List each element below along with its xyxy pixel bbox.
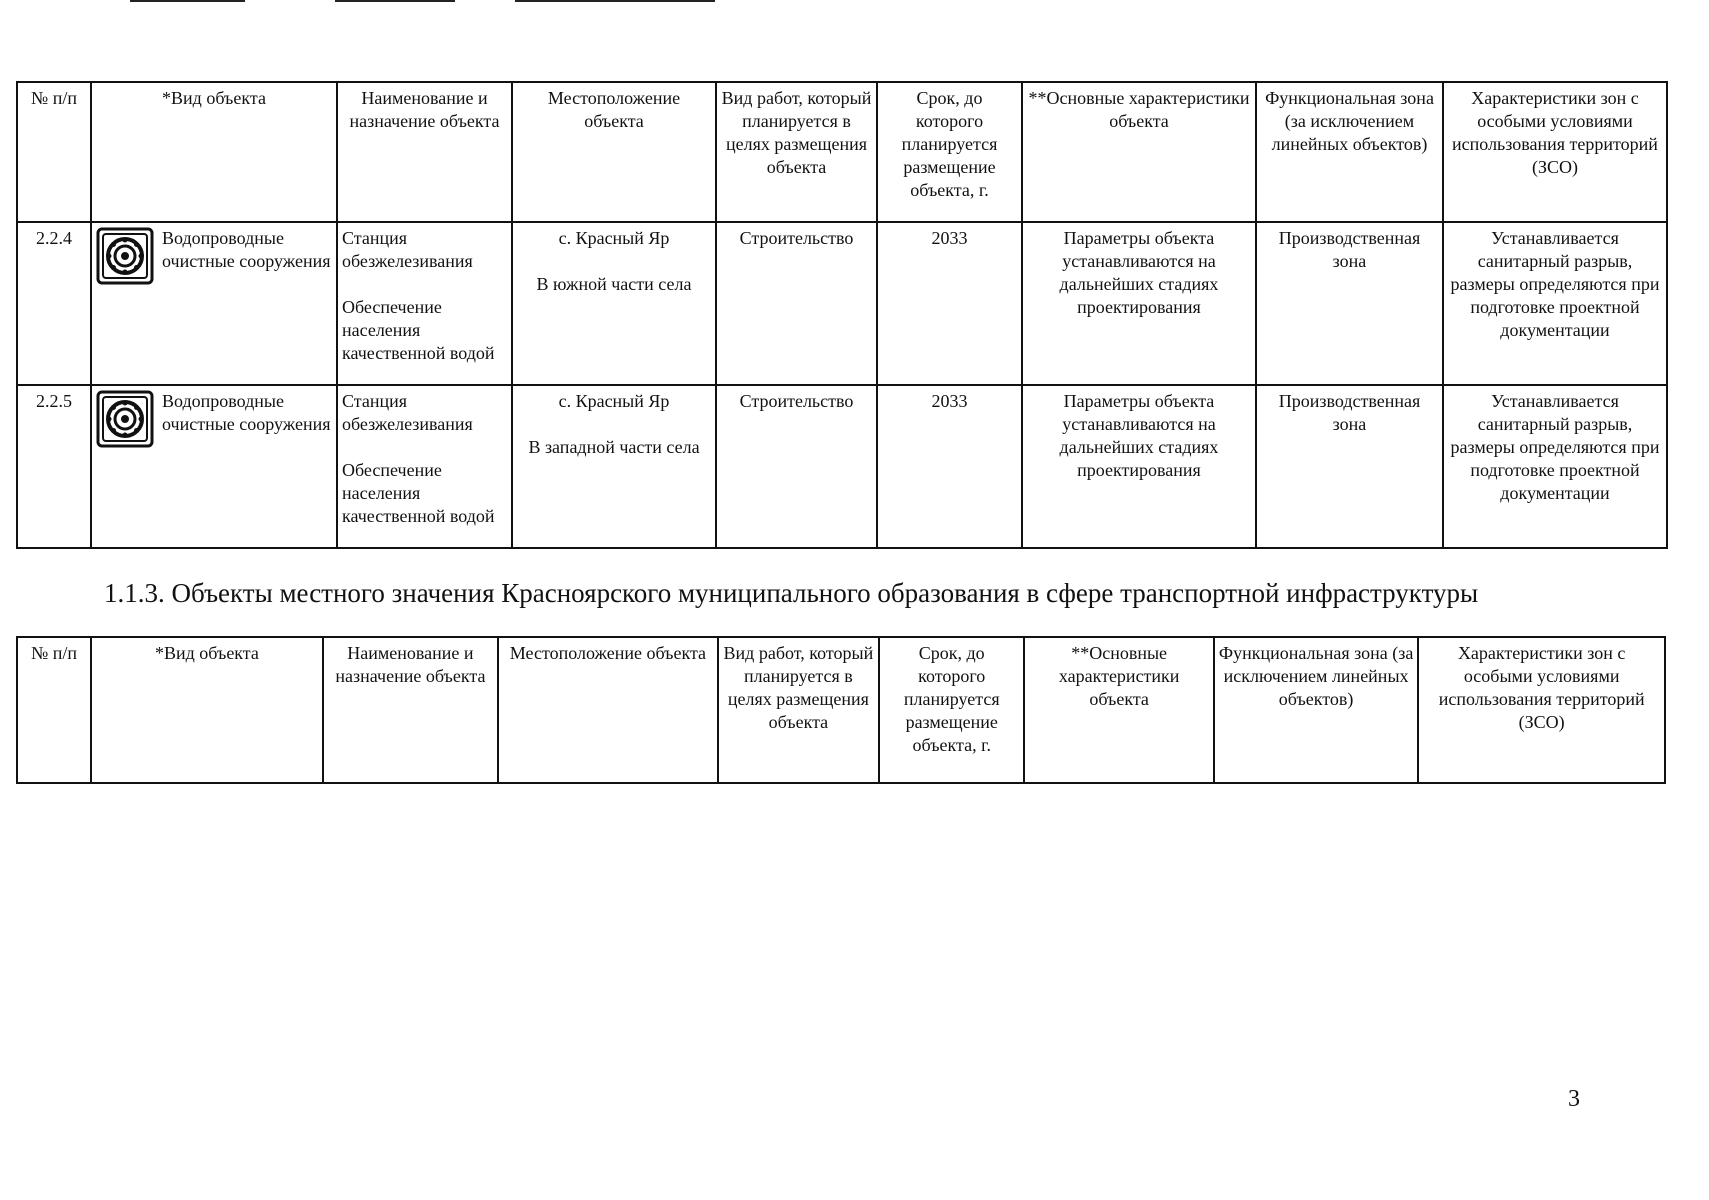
column-header-location: Местоположение объекта <box>512 82 716 222</box>
row-work: Строительство <box>716 222 877 385</box>
row-work: Строительство <box>716 385 877 548</box>
column-header-year: Срок, до которого планируется размещение объекта, г. <box>877 82 1022 222</box>
transport-objects-table <box>16 636 1666 784</box>
row-location <box>512 385 716 548</box>
column-header-work: Вид работ, который планируется в целях размещения объекта <box>716 82 877 222</box>
top-edge-line <box>515 0 715 2</box>
table-header-row <box>17 82 1667 222</box>
row-location <box>512 222 716 385</box>
water-treatment-icon <box>96 390 154 448</box>
column-header-characteristics: **Основные характеристики объекта <box>1024 637 1213 783</box>
row-kind <box>91 222 337 385</box>
row-characteristics: Параметры объекта устанавливаются на дальнейших стадиях проектирования <box>1022 385 1256 548</box>
column-header-characteristics: **Основные характеристики объекта <box>1022 82 1256 222</box>
row-number: 2.2.4 <box>17 222 91 385</box>
column-header-zone: Функциональная зона (за исключением линейных объектов) <box>1214 637 1418 783</box>
row-kind <box>91 385 337 548</box>
row-kind-label: Водопроводные очистные сооружения <box>162 391 331 434</box>
row-zone: Производственная зона <box>1256 385 1443 548</box>
row-location-detail: В западной части села <box>528 437 700 457</box>
row-purpose-label: Обеспечение населения качественной водой <box>342 460 495 526</box>
row-purpose-label: Обеспечение населения качественной водой <box>342 297 495 363</box>
section-heading: 1.1.3. Объекты местного значения Красноярского муниципального образования в сфере транспортной инфраструктуры <box>104 578 1479 608</box>
column-header-zone: Функциональная зона (за исключением линейных объектов) <box>1256 82 1443 222</box>
column-header-name: Наименование и назначение объекта <box>337 82 512 222</box>
column-header-number: № п/п <box>17 82 91 222</box>
column-header-kind: *Вид объекта <box>91 637 323 783</box>
objects-table <box>16 81 1668 549</box>
row-name-label: Станция обезжелезивания <box>342 391 473 434</box>
row-zone: Производственная зона <box>1256 222 1443 385</box>
top-edge-line <box>335 0 455 2</box>
column-header-name: Наименование и назначение объекта <box>323 637 498 783</box>
table-row <box>17 222 1667 385</box>
row-kind-label: Водопроводные очистные сооружения <box>162 228 331 271</box>
water-treatment-icon <box>96 227 154 285</box>
column-header-zso: Характеристики зон с особыми условиями использования территорий (ЗСО) <box>1443 82 1667 222</box>
column-header-work: Вид работ, который планируется в целях размещения объекта <box>718 637 879 783</box>
column-header-number: № п/п <box>17 637 91 783</box>
row-name <box>337 385 512 548</box>
row-location-label: с. Красный Яр <box>558 391 670 411</box>
table-header-row <box>17 637 1665 783</box>
row-number: 2.2.5 <box>17 385 91 548</box>
top-edge-line <box>130 0 245 2</box>
table-row <box>17 385 1667 548</box>
row-location-label: с. Красный Яр <box>558 228 670 248</box>
row-name-label: Станция обезжелезивания <box>342 228 473 271</box>
page-number: 3 <box>1568 1086 1580 1112</box>
row-year: 2033 <box>877 222 1022 385</box>
row-zso: Устанавливается санитарный разрыв, размеры определяются при подготовке проектной документации <box>1443 385 1667 548</box>
column-header-year: Срок, до которого планируется размещение объекта, г. <box>879 637 1024 783</box>
column-header-kind: *Вид объекта <box>91 82 337 222</box>
row-year: 2033 <box>877 385 1022 548</box>
row-zso: Устанавливается санитарный разрыв, размеры определяются при подготовке проектной документации <box>1443 222 1667 385</box>
column-header-location: Местоположение объекта <box>498 637 718 783</box>
row-characteristics: Параметры объекта устанавливаются на дальнейших стадиях проектирования <box>1022 222 1256 385</box>
row-name <box>337 222 512 385</box>
row-location-detail: В южной части села <box>536 274 692 294</box>
column-header-zso: Характеристики зон с особыми условиями использования территорий (ЗСО) <box>1418 637 1665 783</box>
